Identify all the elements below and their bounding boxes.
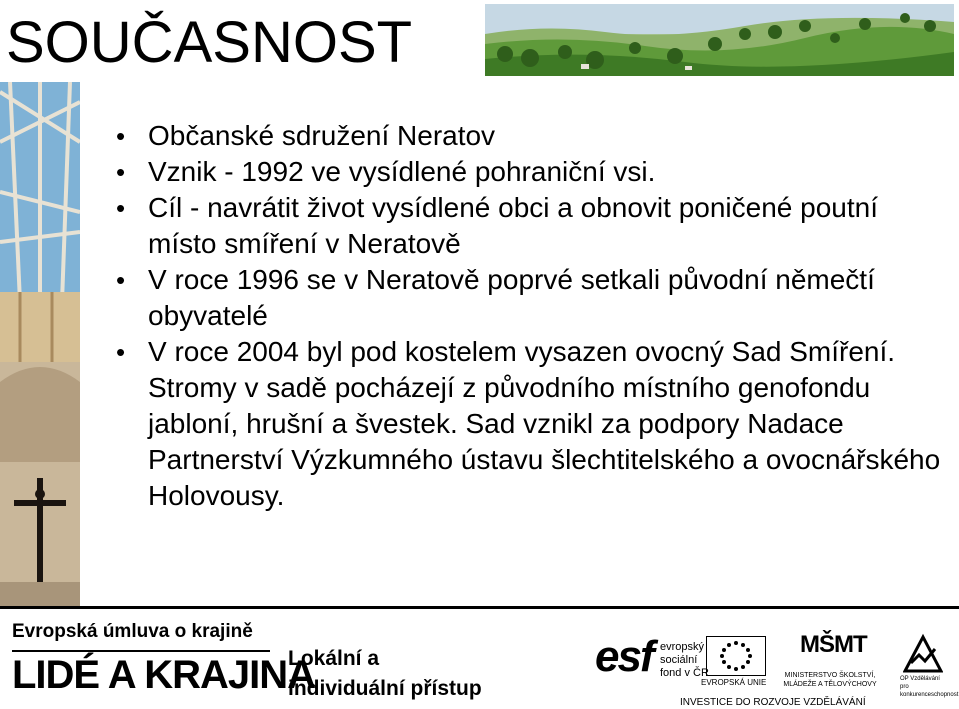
landscape-photo	[485, 4, 954, 76]
msmt-label	[774, 671, 886, 689]
footer-brand: LIDÉ A KRAJINA	[12, 653, 316, 697]
esf-text-line: evropský	[660, 641, 705, 653]
investment-tagline: INVESTICE DO ROZVOJE VZDĚLÁVÁNÍ	[680, 697, 866, 708]
esf-logo-icon: esf	[595, 632, 653, 681]
bullet-item-2	[114, 154, 944, 190]
op-label	[900, 675, 958, 699]
bullet-text: V roce 2004 byl pod kostelem vysazen ovocný Sad Smíření. Stromy v sadě pocházejí z původního místního genofondu jabloní, hrušní a švestek. Sad vznikl za podpory Nadace Partnerství Výzkumného ústavu šlechtitelského a ovocnářského Holovousy.	[148, 336, 941, 511]
msmt-logo-icon: MŠMT	[800, 631, 867, 658]
bullet-list	[114, 118, 944, 514]
msmt-label-line: MINISTERSTVO ŠKOLSTVÍ,	[784, 672, 876, 679]
church-interior-photo	[0, 82, 80, 606]
bullet-item-3	[114, 190, 944, 262]
esf-text-line: sociální	[660, 654, 698, 666]
slide-title: SOUČASNOST	[6, 10, 413, 75]
bullet-text: Cíl - navrátit život vysídlené obci a obnovit poničené poutní místo smíření v Neratově	[148, 192, 878, 259]
bullet-item-5	[114, 334, 944, 514]
bullet-glyph: •	[116, 121, 126, 151]
op-education-logo-icon	[903, 633, 943, 673]
landscape-photo-drawing	[485, 4, 954, 76]
op-label-line: pro konkurenceschopnost	[900, 684, 959, 698]
footer	[0, 609, 959, 709]
esf-logo-text	[660, 641, 709, 680]
eu-stars-flag-icon	[706, 636, 766, 676]
bullet-item-4	[114, 262, 944, 334]
bullet-text: V roce 1996 se v Neratově poprvé setkali původní němečtí obyvatelé	[148, 264, 875, 331]
church-interior-drawing	[0, 82, 80, 606]
bullet-glyph: •	[116, 265, 126, 295]
op-label-line: OP Vzdělávání	[900, 676, 940, 682]
eu-label: EVROPSKÁ UNIE	[701, 678, 767, 687]
bullet-glyph: •	[116, 337, 126, 367]
bullet-glyph: •	[116, 193, 126, 223]
msmt-label-line: MLÁDEŽE A TĚLOVÝCHOVY	[783, 681, 877, 688]
bullet-glyph: •	[116, 157, 126, 187]
esf-text-line: fond v ČR	[660, 667, 709, 679]
footer-rule	[12, 650, 270, 652]
bullet-text: Občanské sdružení Neratov	[148, 120, 496, 151]
footer-subtitle-line-2: individuální přístup	[288, 677, 482, 700]
eu-stars-drawing	[707, 637, 765, 675]
footer-convention: Evropská úmluva o krajině	[12, 621, 253, 642]
bullet-text: Vznik - 1992 ve vysídlené pohraniční vsi.	[148, 156, 656, 187]
footer-subtitle-line-1: Lokální a	[288, 647, 380, 670]
bullet-item-1	[114, 118, 944, 154]
